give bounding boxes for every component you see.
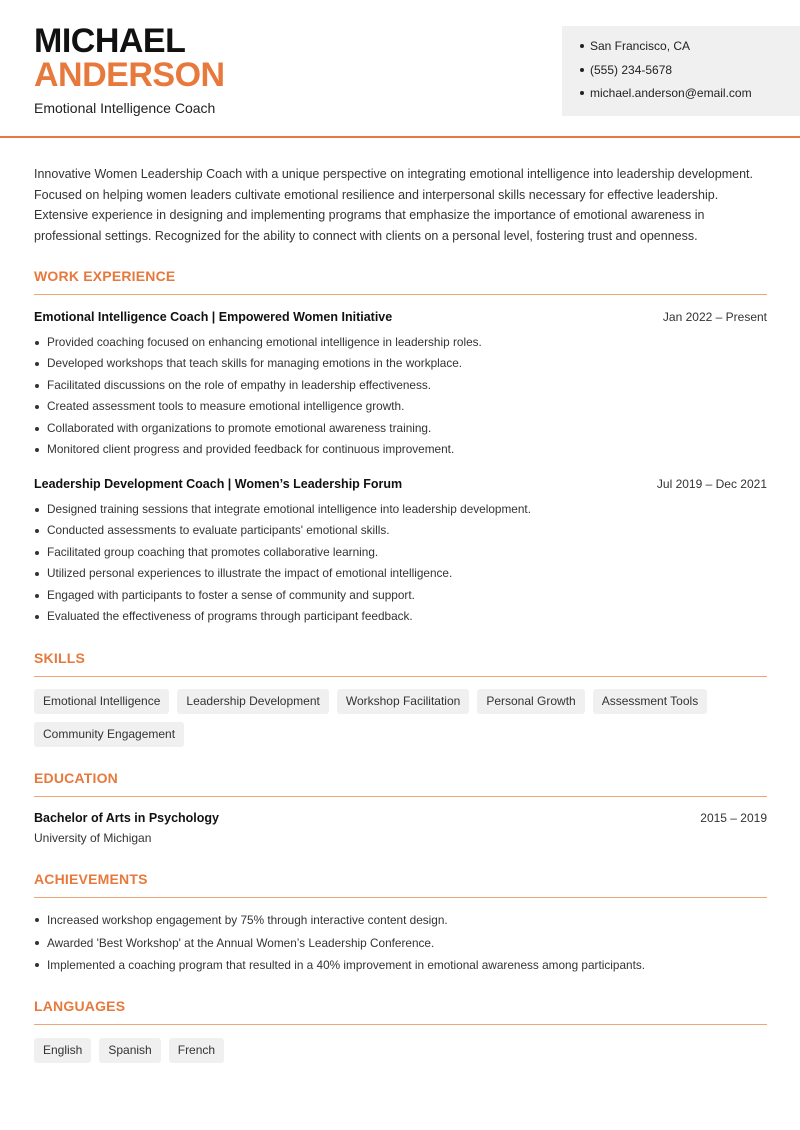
list-item: Created assessment tools to measure emotional intelligence growth.	[34, 396, 774, 417]
job-bullets	[34, 332, 774, 460]
section-title-work: WORK EXPERIENCE	[34, 268, 176, 284]
section-title-languages: LANGUAGES	[34, 998, 126, 1014]
list-item: Designed training sessions that integrate emotional intelligence into leadership development.	[34, 499, 774, 520]
list-item: Conducted assessments to evaluate participants' emotional skills.	[34, 520, 774, 541]
contact-phone: (555) 234-5678	[580, 62, 800, 86]
list-item: Evaluated the effectiveness of programs through participant feedback.	[34, 606, 774, 627]
job-role: Emotional Intelligence Coach | Empowered Women Initiative	[34, 310, 393, 324]
list-item: Facilitated discussions on the role of empathy in leadership effectiveness.	[34, 375, 774, 396]
skill-chip: Assessment Tools	[593, 689, 708, 714]
list-item: Engaged with participants to foster a sense of community and support.	[34, 585, 774, 606]
section-title-education: EDUCATION	[34, 770, 118, 786]
list-item: Facilitated group coaching that promotes collaborative learning.	[34, 542, 774, 563]
list-item: Developed workshops that teach skills for managing emotions in the workplace.	[34, 353, 774, 374]
resume-header	[0, 0, 800, 138]
section-divider	[34, 1024, 767, 1025]
list-item: Utilized personal experiences to illustrate the impact of emotional intelligence.	[34, 563, 774, 584]
job-dates: Jan 2022 – Present	[662, 310, 767, 324]
contact-email[interactable]: michael.anderson@email.com	[580, 85, 800, 109]
language-chip: French	[169, 1038, 224, 1063]
skills-chips	[34, 689, 774, 747]
list-item: Awarded 'Best Workshop' at the Annual Women’s Leadership Conference.	[34, 932, 774, 955]
job-header	[34, 310, 767, 324]
list-item: Monitored client progress and provided feedback for continuous improvement.	[34, 439, 774, 460]
achievements-list	[34, 909, 774, 977]
section-divider	[34, 897, 767, 898]
language-chip: Spanish	[99, 1038, 160, 1063]
list-item: Increased workshop engagement by 75% through interactive content design.	[34, 909, 774, 932]
education-dates: 2015 – 2019	[700, 811, 767, 825]
last-name: ANDERSON	[34, 56, 225, 94]
job-dates: Jul 2019 – Dec 2021	[656, 477, 767, 491]
section-title-achievements: ACHIEVEMENTS	[34, 871, 148, 887]
job-header	[34, 477, 767, 491]
first-name: MICHAEL	[34, 22, 186, 60]
job-role: Leadership Development Coach | Women’s Leadership Forum	[34, 477, 403, 491]
list-item: Implemented a coaching program that resulted in a 40% improvement in emotional awareness among participants.	[34, 954, 774, 977]
skill-chip: Workshop Facilitation	[337, 689, 470, 714]
section-title-skills: SKILLS	[34, 650, 85, 666]
job-bullets	[34, 499, 774, 627]
languages-chips	[34, 1038, 774, 1063]
section-divider	[34, 796, 767, 797]
skill-chip: Leadership Development	[177, 689, 328, 714]
list-item: Collaborated with organizations to promote emotional awareness training.	[34, 418, 774, 439]
contact-location: San Francisco, CA	[580, 38, 800, 62]
language-chip: English	[34, 1038, 91, 1063]
education-school: University of Michigan	[34, 831, 152, 845]
skill-chip: Emotional Intelligence	[34, 689, 169, 714]
section-divider	[34, 294, 767, 295]
education-degree: Bachelor of Arts in Psychology	[34, 811, 219, 825]
skill-chip: Community Engagement	[34, 722, 184, 747]
section-divider	[34, 676, 767, 677]
list-item: Provided coaching focused on enhancing emotional intelligence in leadership roles.	[34, 332, 774, 353]
skill-chip: Personal Growth	[477, 689, 584, 714]
job-title: Emotional Intelligence Coach	[34, 100, 216, 116]
contact-box	[562, 26, 800, 116]
summary-paragraph: Innovative Women Leadership Coach with a unique perspective on integrating emotional intelligence into leadership development. Focused on helping women leaders cultivate emotional resilience and interpersonal skills necessary for effective leadership. Extensive experience in designing and implementing programs that emphasize the importance of emotional awareness in professional settings. Recognized for the ability to connect with clients on a personal level, fostering trust and openness.	[34, 167, 753, 244]
